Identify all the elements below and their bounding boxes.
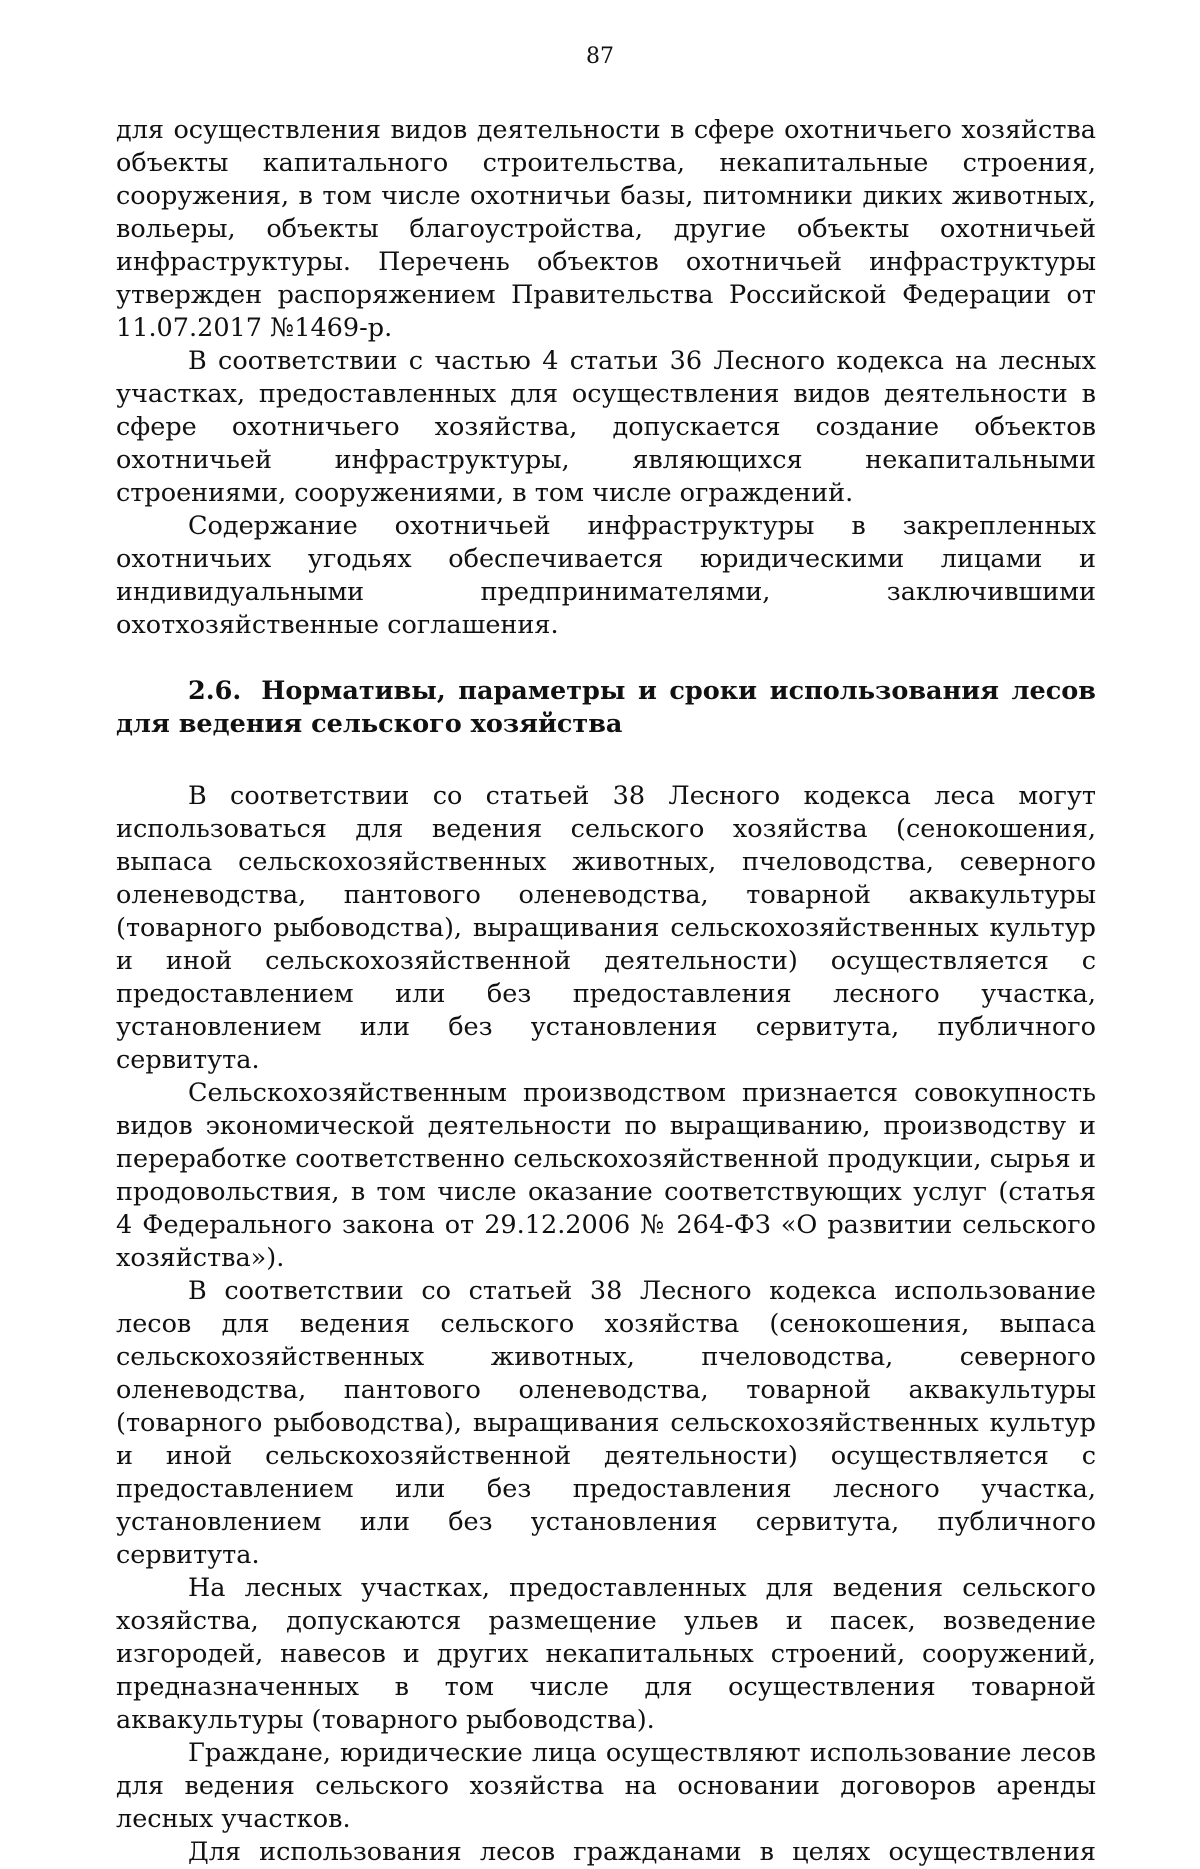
paragraph: Граждане, юридические лица осуществляют использование лесов для ведения сельского хозяйства на основании договоров аренды лесных участков. xyxy=(116,1738,1096,1834)
page-number: 87 xyxy=(586,44,614,69)
page-content xyxy=(116,114,1096,1869)
paragraph: На лесных участках, предоставленных для ведения сельского хозяйства, допускаются размещение ульев и пасек, возведение изгородей, навесов и других некапитальных строений, сооружений, предназначенных в том числе для осуществления товарной аквакультуры (товарного рыбоводства). xyxy=(116,1573,1096,1735)
paragraph: Сельскохозяйственным производством признается совокупность видов экономической деятельности по выращиванию, производству и переработке соответственно сельскохозяйственной продукции, сырья и продовольствия, в том числе оказание соответствующих услуг (статья 4 Федерального закона от 29.12.2006 № 264-ФЗ «О развитии сельского хозяйства»). xyxy=(116,1078,1096,1273)
paragraph-truncated: Для использования лесов гражданами в целях осуществления xyxy=(188,1837,1096,1867)
section-number: 2.6. xyxy=(188,676,242,706)
section-title: Нормативы, параметры и сроки использования лесов для ведения сельского хозяйства xyxy=(116,676,1096,739)
paragraph: В соответствии со статьей 38 Лесного кодекса использование лесов для ведения сельского хозяйства (сенокошения, выпаса сельскохозяйственных животных, пчеловодства, северного оленеводства, пантового оленеводства, товарной аквакультуры (товарного рыбоводства), выращивания сельскохозяйственных культур и иной сельскохозяйственной деятельности) осуществляется с предоставлением или без предоставления лесного участка, установлением или без установления сервитута, публичного сервитута. xyxy=(116,1276,1096,1570)
paragraph-continuation: для осуществления видов деятельности в сфере охотничьего хозяйства объекты капитального строительства, некапитальные строения, сооружения, в том числе охотничьи базы, питомники диких животных, вольеры, объекты благоустройства, другие объекты охотничьей инфраструктуры. Перечень объектов охотничьей инфраструктуры утвержден распоряжением Правительства Российской Федерации от 11.07.2017 №1469-р. xyxy=(116,115,1096,343)
section-heading xyxy=(116,675,1096,741)
paragraph: В соответствии со статьей 38 Лесного кодекса леса могут использоваться для ведения сельского хозяйства (сенокошения, выпаса сельскохозяйственных животных, пчеловодства, северного оленеводства, пантового оленеводства, товарной аквакультуры (товарного рыбоводства), выращивания сельскохозяйственных культур и иной сельскохозяйственной деятельности) осуществляется с предоставлением или без предоставления лесного участка, установлением или без установления сервитута, публичного сервитута. xyxy=(116,781,1096,1075)
paragraph: Содержание охотничьей инфраструктуры в закрепленных охотничьих угодьях обеспечивается юридическими лицами и индивидуальными предпринимателями, заключившими охотхозяйственные соглашения. xyxy=(116,511,1096,640)
paragraph: В соответствии с частью 4 статьи 36 Лесного кодекса на лесных участках, предоставленных для осуществления видов деятельности в сфере охотничьего хозяйства, допускается создание объектов охотничьей инфраструктуры, являющихся некапитальными строениями, сооружениями, в том числе ограждений. xyxy=(116,346,1096,508)
